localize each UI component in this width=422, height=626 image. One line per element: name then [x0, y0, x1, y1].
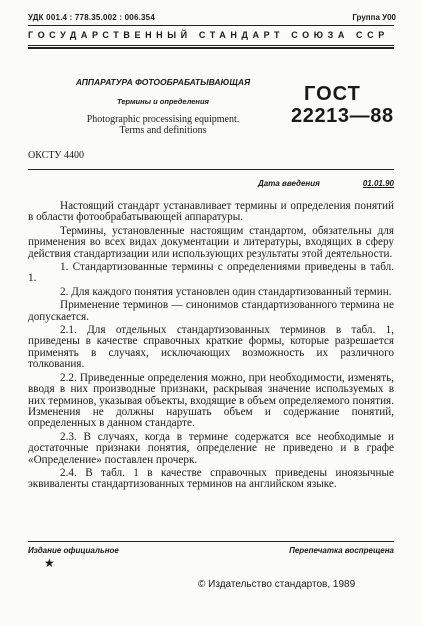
paragraph: 1. Стандартизованные термины с определениями приведены в табл. 1. — [28, 261, 394, 285]
copyright-notice: © Издательство стандартов, 1989 — [198, 579, 356, 590]
official-edition-label: Издание официальное — [28, 546, 119, 555]
english-title — [58, 114, 268, 136]
footer-rule — [28, 541, 394, 542]
paragraph: 2. Для каждого понятия установлен один стандартизованный термин. — [60, 285, 392, 298]
effective-date-label: Дата введения — [258, 179, 320, 188]
group-code: Группа У00 — [352, 13, 396, 22]
paragraph: Термины, установленные настоящим стандартом, обязательны для применения во всех видах документации и литературы, входящих в сферу действия стандартизации или использующих результаты этой деятельности. — [28, 224, 394, 260]
effective-date — [258, 179, 394, 188]
header-rule-middle — [28, 45, 394, 46]
header-rule-top — [28, 25, 394, 26]
paragraph: Настоящий стандарт устанавливает термины и определения понятий в области фотообрабатывающей аппаратуры. — [28, 200, 394, 224]
separator-rule — [28, 169, 394, 170]
organization-line: ГОСУДАРСТВЕННЫЙ СТАНДАРТ СОЮЗА ССР — [28, 30, 389, 40]
reprint-prohibited-label: Перепечатка воспрещена — [289, 546, 394, 555]
header-rule-bold — [28, 47, 394, 49]
body-text — [28, 201, 394, 493]
paragraph: 2.2. Приведенные определения можно, при необходимости, изменять, вводя в них производные признаки, раскрывая значение используемых в них терминов, указывая объекты, входящие в объем определяемого понятия. Изменения не должны нарушать объем и содержание понятий, определенных в данном стандарте. — [28, 371, 394, 430]
effective-date-value: 01.01.90 — [362, 179, 394, 188]
gost-number: 22213—88 — [291, 105, 394, 127]
document-title: АППАРАТУРА ФОТООБРАБАТЫВАЮЩАЯ — [75, 77, 251, 87]
star-icon: ★ — [44, 556, 55, 570]
okstu-code: ОКСТУ 4400 — [28, 150, 85, 161]
english-title-line-2: Terms and definitions — [119, 125, 207, 136]
english-title-line-1: Photographic processising equipment. — [86, 114, 240, 125]
paragraph: Применение терминов — синонимов стандартизованного термина не допускается. — [28, 299, 394, 323]
paragraph: 2.3. В случаях, когда в термине содержатся все необходимые и достаточные признаки понятия, определение не приведено и в графе «Определение» поставлен прочерк. — [28, 430, 394, 466]
document-subtitle: Термины и определения — [117, 97, 209, 106]
paragraph: 2.4. В табл. 1 в качестве справочных приведены иноязычные эквиваленты стандартизованных терминов на английском языке. — [28, 466, 394, 491]
paragraph: 2.1. Для отдельных стандартизованных терминов в табл. 1, приведены в качестве справочных краткие формы, которые разрешается применять в случаях, исключающих возможность их различного толкования. — [28, 324, 394, 371]
gost-label: ГОСТ — [304, 83, 361, 105]
udk-code: УДК 001.4 : 778.35.002 : 006.354 — [28, 13, 155, 22]
